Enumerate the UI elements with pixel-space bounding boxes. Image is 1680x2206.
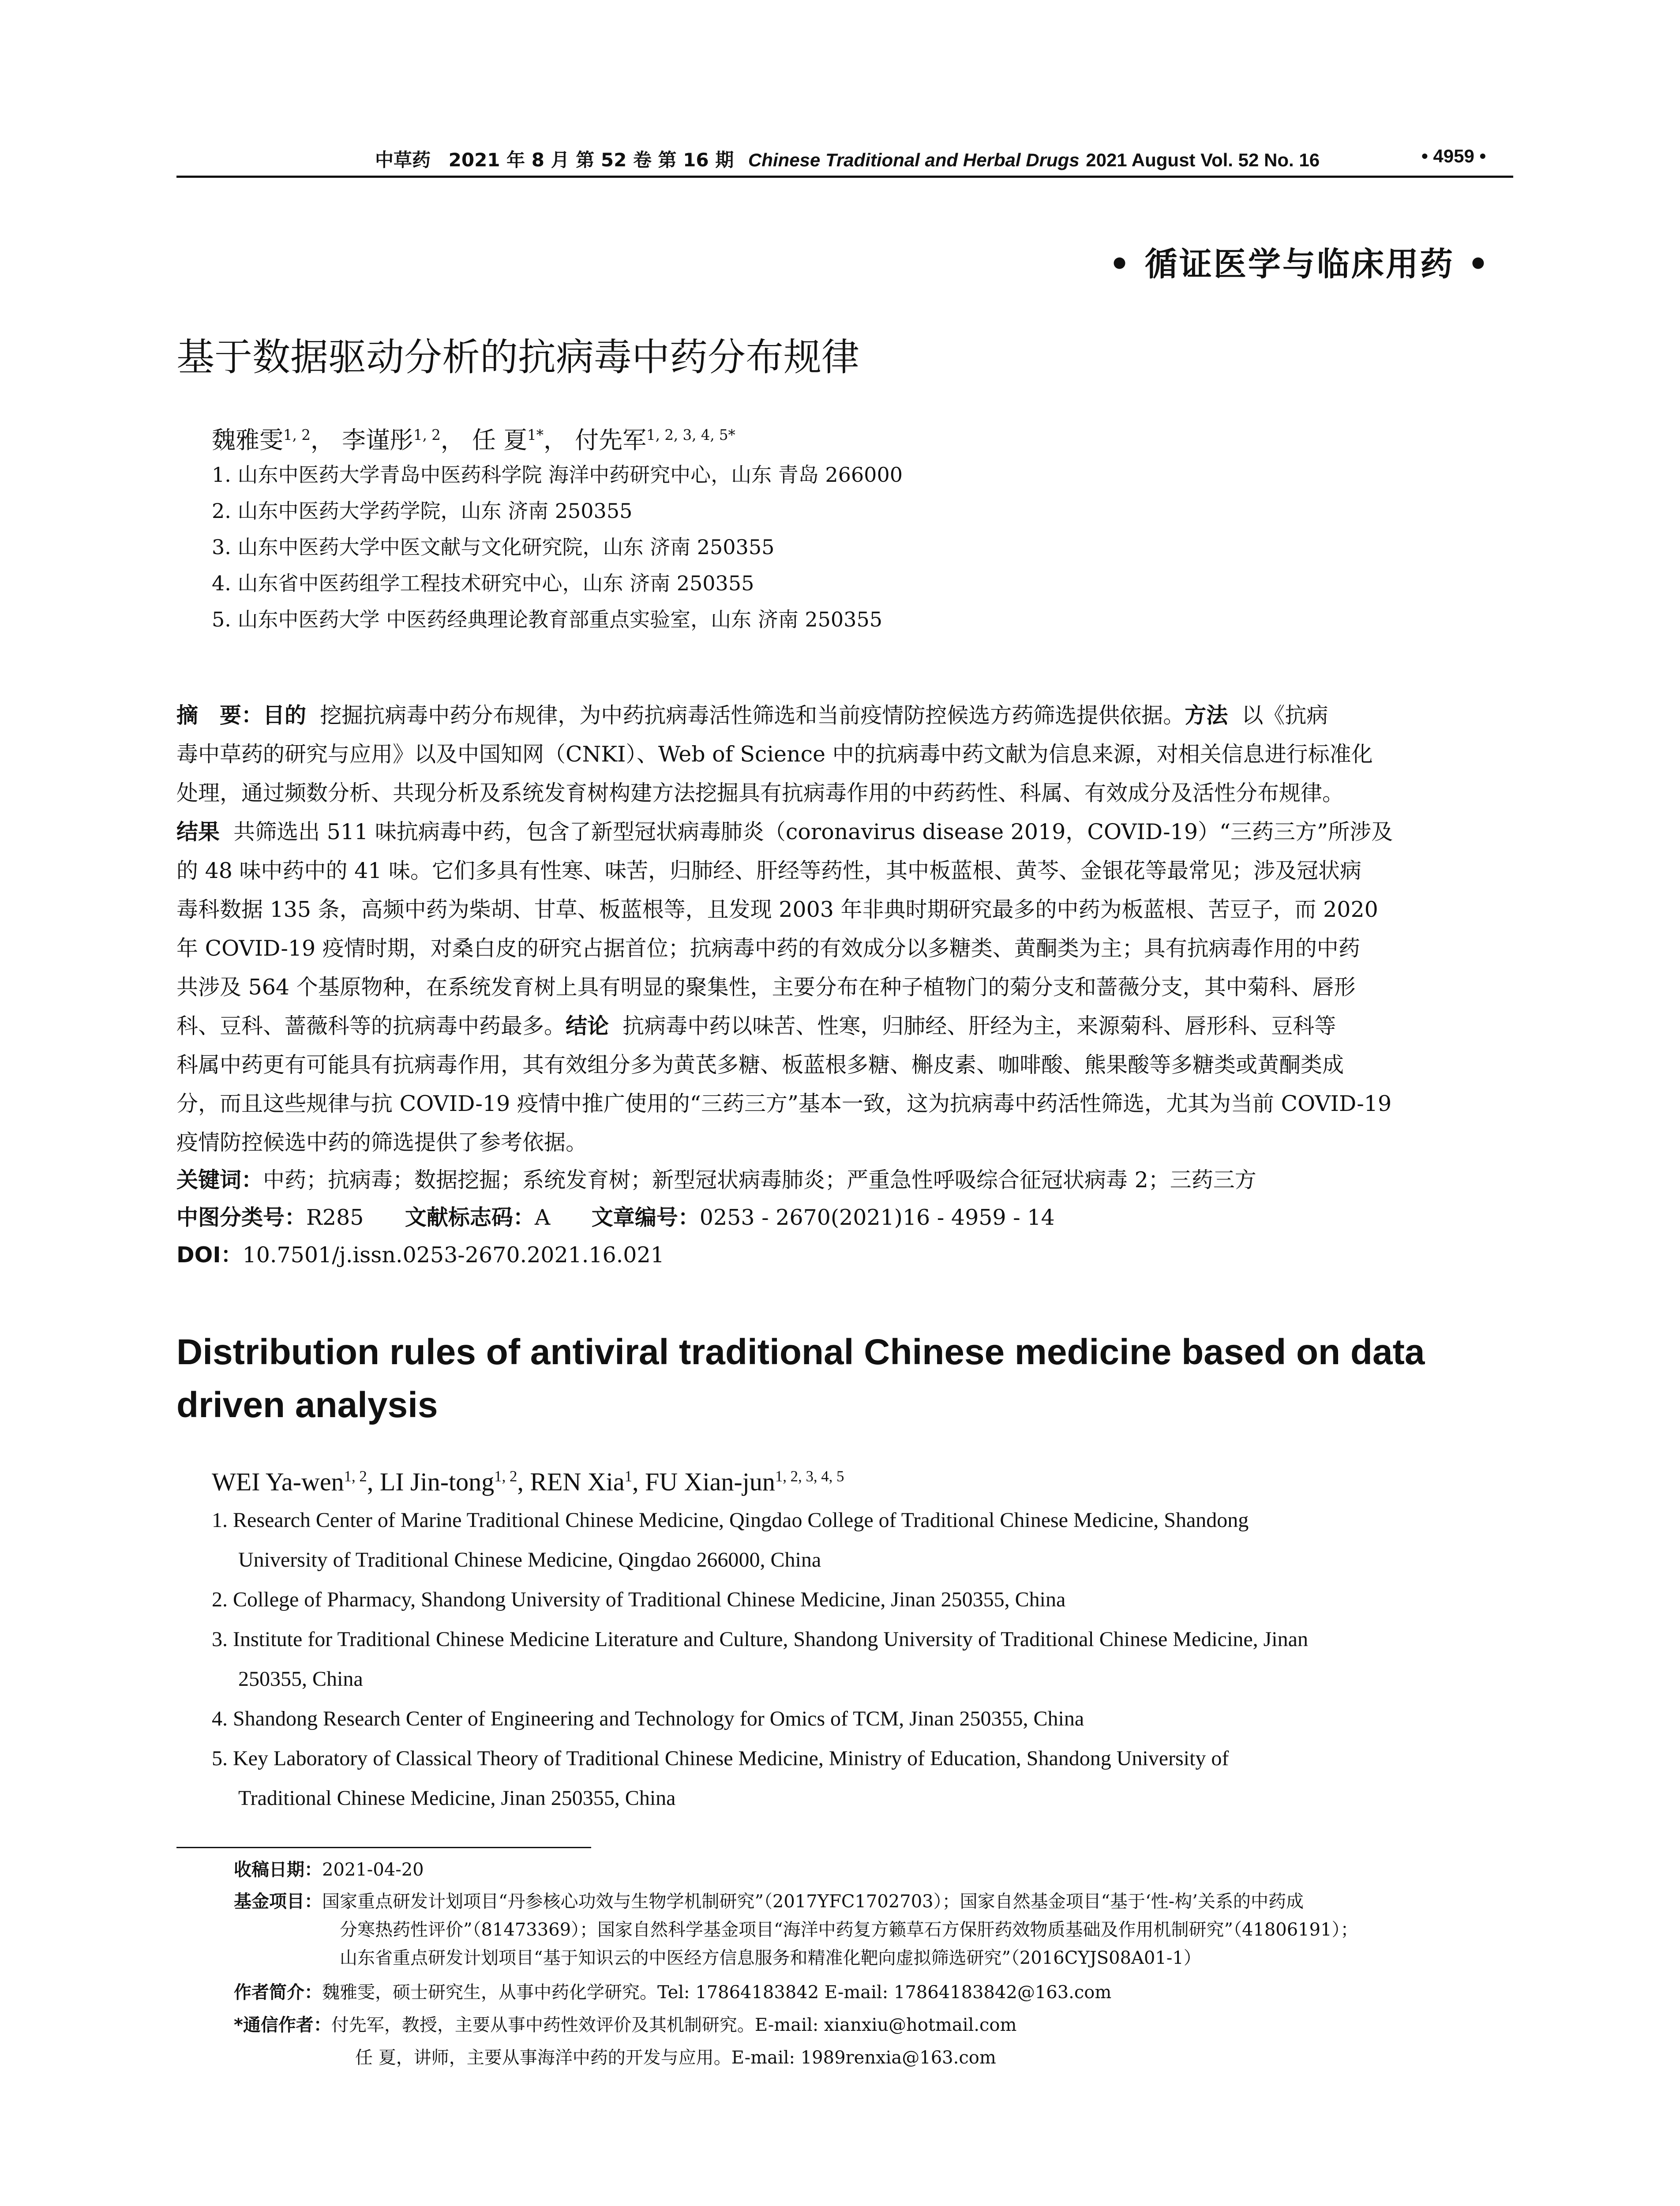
abstract-line: 共涉及 564 个基原物种，在系统发育树上具有明显的聚集性，主要分布在种子植物门的菊分支和蔷薇分支，其中菊科、唇形 — [176, 975, 1356, 1000]
author-name: LI Jin-tong — [379, 1467, 495, 1496]
affiliation-en: 3. Institute for Traditional Chinese Medicine Literature and Culture, Shandong University of Traditional Chinese Medicine, Jinan — [212, 1628, 1308, 1651]
affiliation-en: 2. College of Pharmacy, Shandong University of Traditional Chinese Medicine, Jinan 250355, China — [212, 1588, 1066, 1611]
author-affiliation-marks: 1, 2, 3, 4, 5* — [646, 427, 735, 443]
methods-label: 方法 — [1185, 703, 1228, 728]
author-name: WEI Ya-wen — [212, 1467, 344, 1496]
author-affiliation-marks: 1 — [624, 1467, 633, 1485]
affiliation-cn: 3. 山东中医药大学中医文献与文化研究院，山东 济南 250355 — [212, 535, 775, 559]
running-header — [375, 146, 1320, 172]
objective-label: 目的 — [263, 703, 307, 728]
abstract-line — [176, 702, 1513, 729]
author-affiliation-marks: 1, 2 — [283, 427, 311, 443]
affiliation-en: 250355, China — [238, 1667, 363, 1691]
article-number-value: 0253 - 2670(2021)16 - 4959 - 14 — [699, 1205, 1055, 1230]
abstract-text: 抗病毒中药以味苦、性寒，归肺经、肝经为主，来源菊科、唇形科、豆科等 — [622, 1013, 1336, 1039]
affiliation-cn: 5. 山东中医药大学 中医药经典理论教育部重点实验室，山东 济南 250355 — [212, 608, 882, 631]
fund-text: 分寒热药性评价”（81473369）；国家自然科学基金项目“海洋中药复方籁草石方保肝药效物质基础及作用机制研究”（41806191）； — [340, 1920, 1358, 1940]
article-title-cn: 基于数据驱动分析的抗病毒中药分布规律 — [176, 335, 859, 379]
received-value: 2021-04-20 — [322, 1860, 424, 1880]
abstract-text: 以《抗病 — [1241, 703, 1328, 728]
affiliation-en: 1. Research Center of Marine Traditional Chinese Medicine, Qingdao College of Traditional Chinese Medicine, Shandong — [212, 1508, 1249, 1532]
section-title: • 循证医学与临床用药 • — [1109, 245, 1490, 283]
fund-text: 国家重点研发计划项目“丹参核心功效与生物学机制研究”（2017YFC1702703）；国家自然基金项目“基于‘性-构’关系的中药成 — [322, 1891, 1304, 1912]
corresponding-text: 任 夏，讲师，主要从事海洋中药的开发与应用。E-mail: 1989renxia@163.com — [355, 2048, 996, 2068]
doi-label: DOI： — [176, 1242, 243, 1268]
clc-label: 中图分类号： — [176, 1205, 307, 1230]
received-label: 收稿日期： — [234, 1860, 322, 1880]
affiliation-en: Traditional Chinese Medicine, Jinan 250355, China — [238, 1786, 676, 1810]
received-date — [234, 1857, 424, 1882]
author-list-en: WEI Ya-wen$^{1, 2}$, LI Jin-tong$^{1, 2}$, REN Xia$^1$, FU Xian-jun$^{1, 2, 3, 4, 5}$ — [212, 1467, 844, 1496]
author-list-cn: 魏雅雯$^{1, 2}$， 李谨彤$^{1, 2}$， 任 夏$^{1*}$， 付先军$^{1, 2, 3, 4, 5*}$ — [212, 426, 735, 454]
abstract-line: 疫情防控候选中药的筛选提供了参考依据。 — [176, 1130, 588, 1155]
classification-line — [176, 1204, 1513, 1231]
corresponding-text: 付先军，教授，主要从事中药性效评价及其机制研究。E-mail: xianxiu@hotmail.com — [331, 2015, 1017, 2035]
corresponding-author — [234, 2013, 1016, 2037]
corresponding-label: *通信作者： — [234, 2015, 331, 2035]
abstract-text: 科、豆科、蔷薇科等的抗病毒中药最多。 — [176, 1013, 566, 1039]
keywords-text: 中药；抗病毒；数据挖掘；系统发育树；新型冠状病毒肺炎；严重急性呼吸综合征冠状病毒 2；三药三方 — [263, 1167, 1256, 1193]
author-name: FU Xian-jun — [645, 1467, 775, 1496]
abstract-text: 共筛选出 511 味抗病毒中药，包含了新型冠状病毒肺炎（coronavirus disease 2019，COVID-19）“三药三方”所涉及 — [233, 819, 1393, 844]
footnote-rule — [176, 1847, 591, 1848]
abstract-line: 分，而且这些规律与抗 COVID-19 疫情中推广使用的“三药三方”基本一致，这为抗病毒中药活性筛选，尤其为当前 COVID-19 — [176, 1091, 1392, 1116]
abstract-line: 毒中草药的研究与应用》以及中国知网（CNKI）、Web of Science 中的抗病毒中药文献为信息来源，对相关信息进行标准化 — [176, 742, 1373, 767]
author-affiliation-marks: 1, 2 — [344, 1467, 367, 1485]
doi-line — [176, 1242, 1513, 1268]
keywords-label: 关键词： — [176, 1167, 263, 1193]
author-affiliation-marks: 1, 2 — [494, 1467, 518, 1485]
abstract-line: 的 48 味中药中的 41 味。它们多具有性寒、味苦，归肺经、肝经等药性，其中板蓝根、黄芩、金银花等最常见；涉及冠状病 — [176, 858, 1362, 883]
affiliation-en: 4. Shandong Research Center of Engineering and Technology for Omics of TCM, Jinan 250355, China — [212, 1707, 1084, 1730]
author-name: 任 夏 — [472, 426, 528, 454]
issue-cn: 2021 年 8 月 第 52 卷 第 16 期 — [448, 149, 734, 171]
keywords — [176, 1167, 1513, 1193]
affiliation-cn: 1. 山东中医药大学青岛中医药科学院 海洋中药研究中心，山东 青岛 266000 — [212, 463, 903, 487]
fund-text: 山东省重点研发计划项目“基于知识云的中医经方信息服务和精准化靶向虚拟筛选研究”（2016CYJS08A01-1） — [340, 1948, 1201, 1968]
issue-en: 2021 August Vol. 52 No. 16 — [1086, 150, 1320, 170]
author-name: 付先军 — [575, 426, 647, 454]
author-affiliation-marks: 1, 2 — [413, 427, 441, 443]
abstract-line — [176, 819, 1513, 845]
article-number-label: 文章编号： — [591, 1205, 700, 1230]
abstract-line — [176, 1013, 1513, 1039]
author-bio-text: 魏雅雯，硕士研究生，从事中药化学研究。Tel: 17864183842 E-mail: 17864183842@163.com — [322, 1982, 1112, 2003]
abstract-text: 挖掘抗病毒中药分布规律，为中药抗病毒活性筛选和当前疫情防控候选方药筛选提供依据。 — [320, 703, 1185, 728]
author-bio-label: 作者简介： — [234, 1982, 322, 2003]
doi-value: 10.7501/j.issn.0253-2670.2021.16.021 — [242, 1242, 664, 1268]
conclusion-label: 结论 — [566, 1013, 609, 1039]
article-title-en: Distribution rules of antiviral traditional Chinese medicine based on data driven analysis — [176, 1332, 1425, 1425]
abstract-label: 摘 要： — [176, 703, 263, 728]
fund-info — [234, 1889, 1304, 1914]
abstract-line: 年 COVID-19 疫情时期，对桑白皮的研究占据首位；抗病毒中药的有效成分以多糖类、黄酮类为主；具有抗病毒作用的中药 — [176, 936, 1360, 961]
abstract-line: 毒科数据 135 条，高频中药为柴胡、甘草、板蓝根等，且发现 2003 年非典时期研究最多的中药为板蓝根、苦豆子，而 2020 — [176, 897, 1378, 922]
fund-label: 基金项目： — [234, 1891, 322, 1912]
clc-value: R285 — [306, 1205, 364, 1230]
affiliation-en: 5. Key Laboratory of Classical Theory of Traditional Chinese Medicine, Ministry of Education, Shandong University of — [212, 1747, 1229, 1770]
author-name: 魏雅雯 — [212, 426, 283, 454]
document-code-label: 文献标志码： — [405, 1205, 535, 1230]
author-name: 李谨彤 — [341, 426, 413, 454]
affiliation-cn: 4. 山东省中医药组学工程技术研究中心，山东 济南 250355 — [212, 571, 754, 595]
affiliation-cn: 2. 山东中医药大学药学院，山东 济南 250355 — [212, 499, 633, 523]
author-name: REN Xia — [530, 1467, 625, 1496]
journal-name-en: Chinese Traditional and Herbal Drugs — [748, 150, 1080, 170]
journal-name-cn: 中草药 — [375, 149, 431, 171]
author-bio — [234, 1980, 1111, 2005]
author-affiliation-marks: 1, 2, 3, 4, 5 — [775, 1467, 844, 1485]
affiliation-en: University of Traditional Chinese Medicine, Qingdao 266000, China — [238, 1548, 821, 1572]
header-rule — [176, 176, 1513, 178]
document-code-value: A — [534, 1205, 551, 1230]
abstract-line: 科属中药更有可能具有抗病毒作用，其有效组分多为黄芪多糖、板蓝根多糖、槲皮素、咖啡酸、熊果酸等多糖类或黄酮类成 — [176, 1052, 1344, 1077]
page-number: • 4959 • — [1421, 146, 1486, 166]
author-affiliation-marks: 1* — [527, 427, 544, 443]
results-label: 结果 — [176, 819, 220, 844]
abstract-line: 处理，通过频数分析、共现分析及系统发育树构建方法挖掘具有抗病毒作用的中药药性、科属、有效成分及活性分布规律。 — [176, 780, 1344, 806]
